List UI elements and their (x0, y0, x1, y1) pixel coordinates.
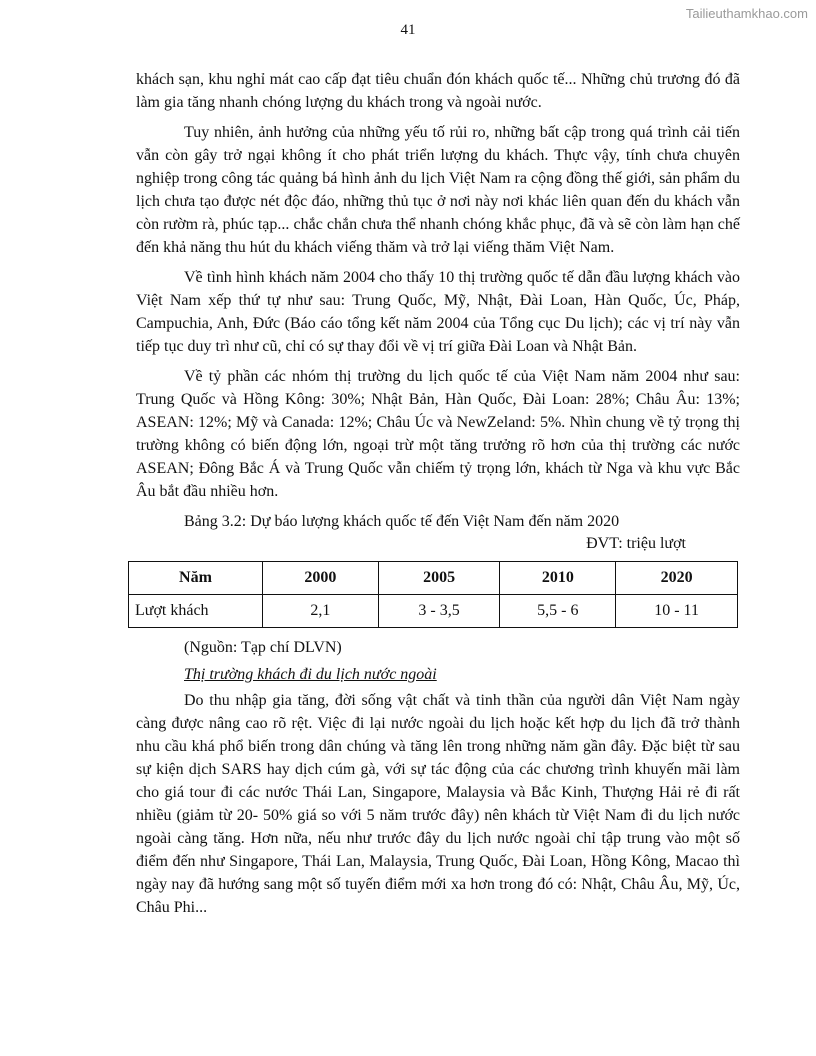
paragraph: Về tỷ phần các nhóm thị trường du lịch quốc tế của Việt Nam năm 2004 như sau: Trung Quốc và Hồng Kông: 30%; Nhật Bản, Hàn Quốc, Đài Loan: 28%; Châu Âu: 13%; ASEAN: 12%; Mỹ và Canada: 12%; Châu Úc và NewZeland: 5%. Nhìn chung về tỷ trọng thị trường không có biến động lớn, ngoại trừ một tăng trưởng rõ hơn của thị trường các nước ASEAN; Đông Bắc Á và Trung Quốc vẫn chiếm tỷ trọng lớn, khách từ Nga và khu vực Bắc Âu bắt đầu nhiều hơn. (136, 368, 740, 500)
page-body (136, 68, 740, 919)
table-cell: 10 - 11 (616, 595, 738, 628)
page-number: 41 (400, 22, 416, 38)
paragraph: Tuy nhiên, ảnh hưởng của những yếu tố rủi ro, những bất cập trong quá trình cải tiến vẫn còn gây trở ngại không ít cho phát triển lượng du khách. Thực vậy, tính chưa chuyên nghiệp trong công tác quảng bá hình ảnh du lịch Việt Nam ra cộng đồng thế giới, sản phẩm du lịch chưa tạo được nét độc đáo, những thủ tục ở nơi này nơi khác liên quan đến du khách vẫn còn rườm rà, phúc tạp... chắc chắn chưa thể nhanh chóng khắc phục, đã và sẽ còn làm hạn chế đến khả năng thu hút du khách viếng thăm và trở lại viếng thăm Việt Nam. (136, 124, 740, 256)
forecast-table (128, 561, 738, 628)
table-unit: ĐVT: triệu lượt (586, 535, 686, 552)
table-header-cell: Năm (129, 562, 263, 595)
paragraph: Do thu nhập gia tăng, đời sống vật chất và tinh thần của người dân Việt Nam ngày càng được nâng cao rõ rệt. Việc đi lại nước ngoài du lịch hoặc kết hợp du lịch đã trở thành nhu cầu khá phổ biến trong dân chúng và tăng lên trong những năm gần đây. Đặc biệt từ sau sự kiện dịch SARS hay dịch cúm gà, với sự tác động của các chương trình khuyến mãi làm cho giá tour đi các nước Thái Lan, Singapore, Malaysia và Bắc Kinh, Thượng Hải rẻ đi rất nhiều (giảm từ 20- 50% giá so với 5 năm trước đây) nên khách từ Việt Nam đi du lịch nước ngoài càng tăng. Hơn nữa, nếu như trước đây du lịch nước ngoài chỉ tập trung vào một số điểm đến như Singapore, Thái Lan, Malaysia, Trung Quốc, Đài Loan, Hồng Kông, Macao thì ngày nay đã hướng sang một số tuyến điểm mới xa hơn trong đó có: Nhật, Châu Âu, Mỹ, Úc, Châu Phi... (136, 692, 740, 916)
table-header-cell: 2010 (500, 562, 616, 595)
table-cell: 2,1 (262, 595, 378, 628)
watermark: Tailieuthamkhao.com (685, 6, 808, 21)
table-cell: Lượt khách (129, 595, 263, 628)
paragraph-continuation: khách sạn, khu nghỉ mát cao cấp đạt tiêu chuẩn đón khách quốc tế... Những chủ trương đó đã làm gia tăng nhanh chóng lượng du khách trong và ngoài nước. (136, 71, 740, 111)
table-source: (Nguồn: Tạp chí DLVN) (184, 639, 342, 656)
table-header-cell: 2000 (262, 562, 378, 595)
table-header-row (129, 562, 738, 595)
table-cell: 5,5 - 6 (500, 595, 616, 628)
table-caption: Bảng 3.2: Dự báo lượng khách quốc tế đến Việt Nam đến năm 2020 (184, 513, 620, 530)
table-header-cell: 2020 (616, 562, 738, 595)
table-header-cell: 2005 (378, 562, 500, 595)
section-heading: Thị trường khách đi du lịch nước ngoài (184, 666, 437, 683)
table-cell: 3 - 3,5 (378, 595, 500, 628)
paragraph: Về tình hình khách năm 2004 cho thấy 10 thị trường quốc tế dẫn đầu lượng khách vào Việt Nam xếp thứ tự như sau: Trung Quốc, Mỹ, Nhật, Đài Loan, Hàn Quốc, Úc, Pháp, Campuchia, Anh, Đức (Báo cáo tổng kết năm 2004 của Tổng cục Du lịch); các vị trí này vẫn tiếp tục duy trì như cũ, chỉ có sự thay đổi về vị trí giữa Đài Loan và Nhật Bản. (136, 269, 740, 355)
table-row (129, 595, 738, 628)
